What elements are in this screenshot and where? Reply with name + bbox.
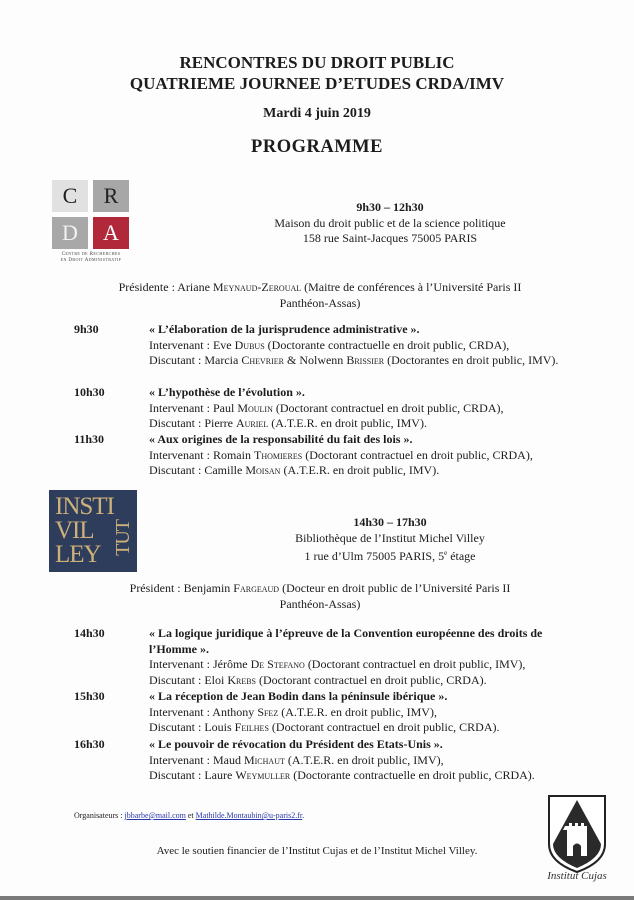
crda-logo-caption-2: en Droit Administratif — [60, 258, 122, 263]
session-speaker: Intervenant : Eve Dubus (Doctorante contractuelle en droit public, CRDA), — [149, 337, 510, 352]
morning-address: 158 rue Saint-Jacques 75005 PARIS — [302, 231, 478, 245]
session-title: « L’élaboration de la jurisprudence administrative ». — [149, 322, 420, 336]
afternoon-president: Président : Benjamin Fargeaud (Docteur en droit public de l’Université Paris II Panthéon-Assas) — [129, 581, 511, 611]
crda-logo — [52, 180, 130, 264]
session-time: 10h30 — [74, 385, 105, 399]
session-title: « Aux origines de la responsabilité du fait des lois ». — [149, 432, 413, 446]
session-discussant: Discutant : Pierre Auriel (A.T.E.R. en droit public, IMV). — [149, 416, 427, 430]
institut-michel-villey-logo: INSTI VIL LEY TUT — [49, 490, 137, 572]
session-title: « Le pouvoir de révocation du Président des Etats-Unis ». — [149, 737, 443, 751]
crda-logo-d: D — [52, 217, 88, 249]
programme-heading: PROGRAMME — [251, 137, 383, 157]
organiser-email-link[interactable]: Mathilde.Montaubin@u-paris2.fr — [195, 811, 303, 820]
session-title: « La logique juridique à l’épreuve de la Convention européenne des droits de l’Homme ». — [149, 626, 543, 656]
session-speaker: Intervenant : Maud Michaut (A.T.E.R. en droit public, IMV), — [149, 752, 444, 767]
session-time: 9h30 — [74, 322, 99, 336]
session-time: 15h30 — [74, 689, 105, 703]
crda-logo-c: C — [52, 180, 88, 212]
funding-acknowledgement: Avec le soutien financier de l’Institut Cujas et de l’Institut Michel Villey. — [156, 845, 478, 857]
session-speaker: Intervenant : Jérôme De Stefano (Doctorant contractuel en droit public, IMV), — [149, 657, 526, 671]
morning-place: Maison du droit public et de la science politique — [274, 215, 506, 230]
crda-logo-caption-1: Centre de Recherches — [61, 252, 121, 257]
organiser-email-link[interactable]: jbbarbe@mail.com — [124, 811, 186, 820]
session-time: 11h30 — [74, 432, 105, 446]
session-time: 16h30 — [74, 737, 105, 751]
organisers: Organisateurs : jbbarbe@mail.com et Mathilde.Montaubin@u-paris2.fr. — [74, 811, 305, 820]
session-discussant: Discutant : Louis Feilhes (Doctorant contractuel en droit public, CRDA). — [149, 720, 500, 734]
event-title-line1: RENCONTRES DU DROIT PUBLIC — [179, 53, 455, 72]
session-title: « L’hypothèse de l’évolution ». — [149, 385, 305, 399]
president-name: Fargeaud — [233, 581, 280, 595]
afternoon-venue — [175, 515, 605, 565]
institut-cujas-logo — [543, 792, 611, 892]
session-discussant: Discutant : Marcia Chevrier & Nolwenn Brissier (Doctorantes en droit public, IMV). — [149, 353, 559, 367]
crda-logo-a: A — [93, 217, 129, 249]
afternoon-time: 14h30 – 17h30 — [353, 515, 427, 529]
crda-logo-r: R — [93, 180, 129, 212]
afternoon-address: 1 rue d’Ulm 75005 PARIS, 5e étage — [304, 549, 476, 563]
morning-president: Présidente : Ariane Meynaud-Zeroual (Maitre de conférences à l’Université Paris II Panthéon-Assas) — [118, 280, 522, 310]
imv-logo-mirror: TUT — [112, 520, 134, 556]
morning-time: 9h30 – 12h30 — [356, 200, 424, 214]
event-date: Mardi 4 juin 2019 — [263, 106, 371, 121]
session-discussant: Discutant : Eloi Krebs (Doctorant contractuel en droit public, CRDA). — [149, 672, 487, 687]
session-time: 14h30 — [74, 626, 105, 640]
session-title: « La réception de Jean Bodin dans la péninsule ibérique ». — [149, 689, 448, 703]
session-speaker: Intervenant : Anthony Sfez (A.T.E.R. en droit public, IMV), — [149, 704, 437, 719]
event-title-line2: QUATRIEME JOURNEE D’ETUDES CRDA/IMV — [129, 74, 505, 93]
morning-venue — [175, 200, 605, 247]
session-discussant: Discutant : Laure Weymuller (Doctorante contractuelle en droit public, CRDA). — [149, 768, 535, 782]
session-discussant: Discutant : Camille Moisan (A.T.E.R. en droit public, IMV). — [149, 463, 440, 477]
session-speaker: Intervenant : Romain Thomieres (Doctorant contractuel en droit public, CRDA), — [149, 447, 533, 462]
president-name: Meynaud-Zeroual — [212, 280, 302, 294]
page-bottom-border — [0, 896, 634, 900]
afternoon-place: Bibliothèque de l’Institut Michel Villey — [295, 530, 485, 545]
session-speaker: Intervenant : Paul Moulin (Doctorant contractuel en droit public, CRDA), — [149, 400, 504, 415]
cujas-logo-text: Institut Cujas — [547, 870, 607, 882]
